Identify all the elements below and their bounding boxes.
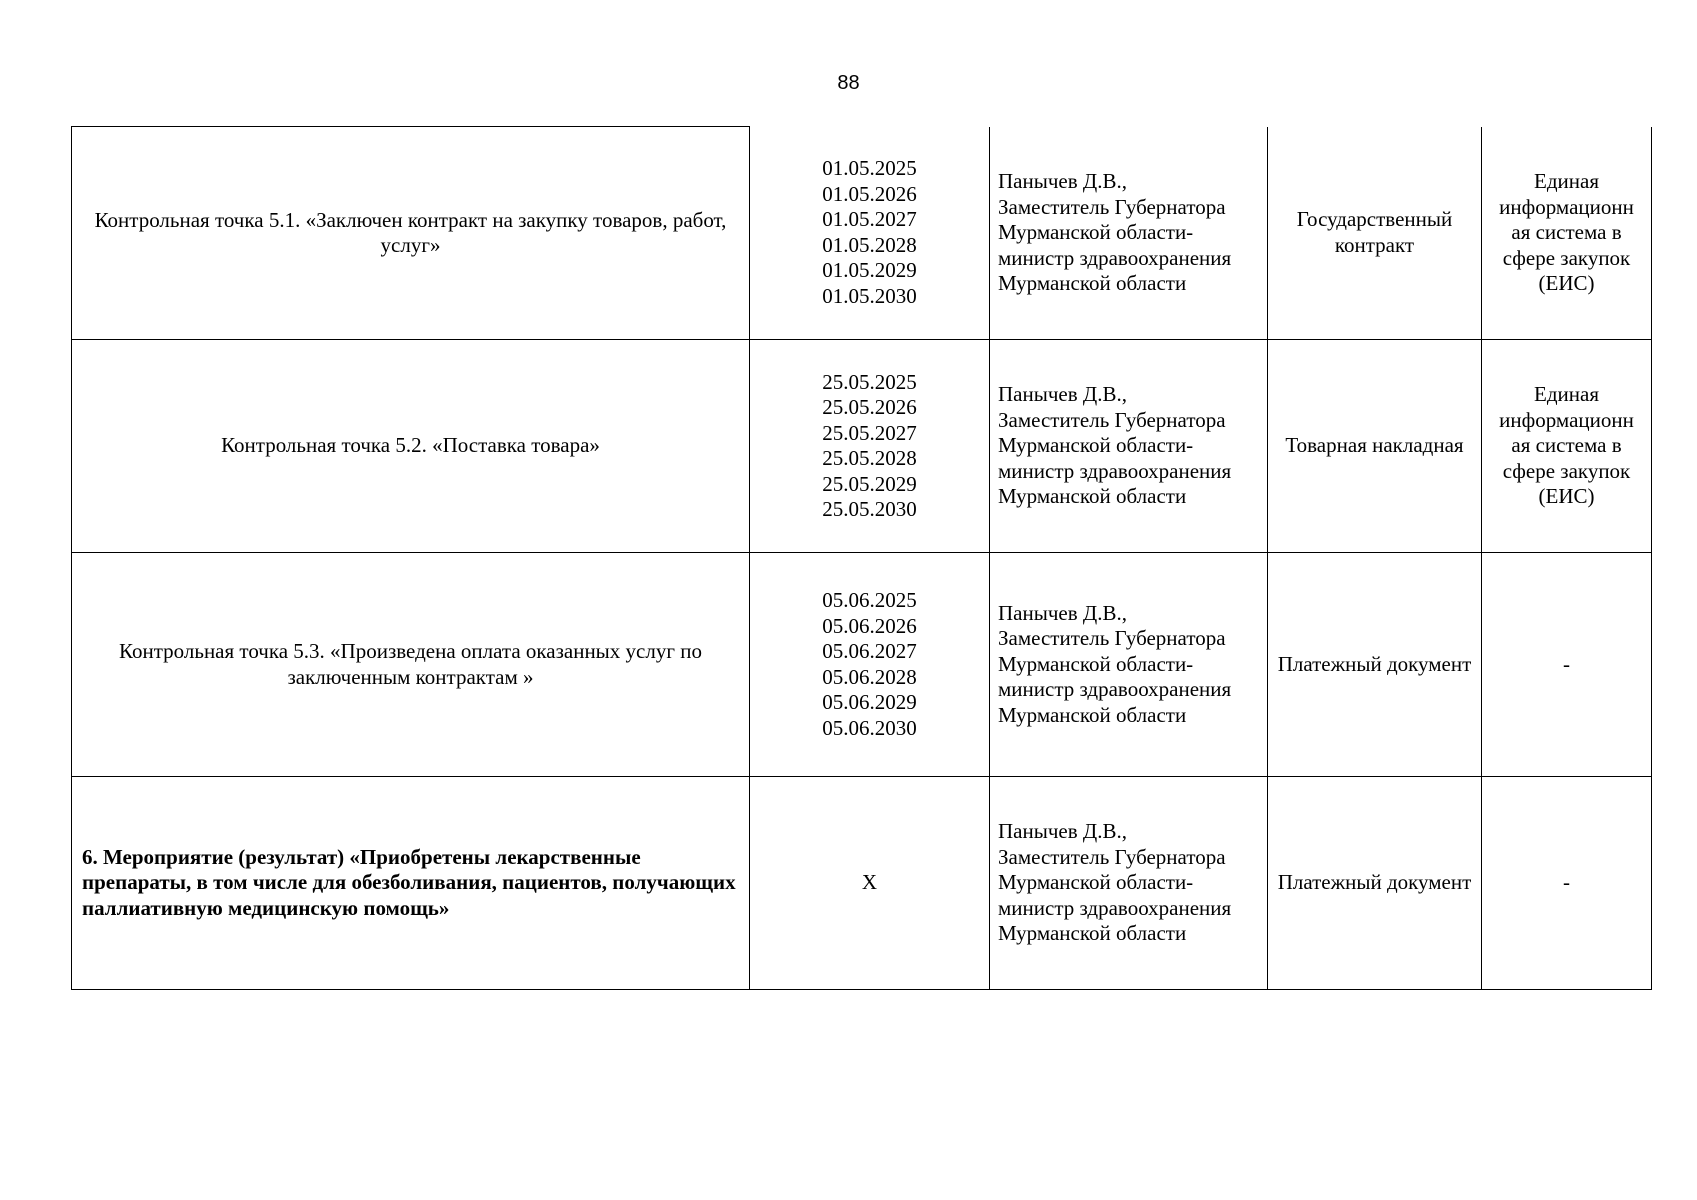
responsible-line: министр здравоохранения [998, 895, 1232, 920]
control-points-table [71, 126, 1652, 990]
date-value: 25.05.2028 [822, 446, 917, 470]
date-value: 25.05.2025 [822, 369, 917, 394]
responsible-line: Заместитель Губернатора [998, 626, 1226, 651]
responsible-line: Панычев Д.В., [998, 600, 1127, 625]
date-value: 01.05.2026 [822, 181, 917, 206]
confirming-document: Платежный документ [1268, 553, 1482, 777]
responsible-person [990, 553, 1268, 777]
information-system: Единая информационн ая система в сфере закупок (ЕИС) [1482, 127, 1652, 340]
deadline-dates [750, 127, 990, 340]
responsible-line: министр здравоохранения [998, 458, 1232, 483]
table-row [72, 553, 1652, 777]
responsible-line: Заместитель Губернатора [998, 844, 1226, 869]
control-point-name: Контрольная точка 5.3. «Произведена оплата оказанных услуг по заключенным контрактам » [72, 553, 750, 777]
date-value: 25.05.2027 [822, 420, 917, 445]
information-system: Единая информационн ая система в сфере закупок (ЕИС) [1482, 340, 1652, 553]
confirming-document: Товарная накладная [1268, 340, 1482, 553]
confirming-document: Государственный контракт [1268, 127, 1482, 340]
date-value: 25.05.2029 [822, 471, 917, 496]
deadline-dates [750, 553, 990, 777]
responsible-line: Заместитель Губернатора [998, 407, 1226, 432]
responsible-line: Мурманской области [998, 271, 1187, 295]
deadline-dates [750, 340, 990, 553]
responsible-line: Панычев Д.В., [998, 382, 1127, 407]
date-value: 05.06.2030 [822, 715, 917, 740]
responsible-person [990, 127, 1268, 340]
responsible-person [990, 340, 1268, 553]
date-value: 05.06.2028 [822, 664, 917, 689]
date-value: 25.05.2030 [822, 497, 917, 521]
activity-result-name: 6. Мероприятие (результат) «Приобретены лекарственные препараты, в том числе для обезболивания, пациентов, получающих паллиативную медицинскую помощь» [72, 777, 750, 990]
control-point-name: Контрольная точка 5.1. «Заключен контракт на закупку товаров, работ, услуг» [72, 127, 750, 340]
table-row [72, 340, 1652, 553]
page-number: 88 [837, 72, 860, 94]
responsible-line: Мурманской области- [998, 651, 1194, 676]
date-value: 01.05.2027 [822, 207, 917, 232]
date-value: 05.06.2025 [822, 588, 917, 612]
responsible-person [990, 777, 1268, 990]
date-value: 05.06.2027 [822, 639, 917, 663]
responsible-line: Мурманской области [998, 921, 1187, 946]
responsible-line: Панычев Д.В., [998, 169, 1127, 193]
responsible-line: министр здравоохранения [998, 245, 1232, 270]
date-value: 01.05.2028 [822, 232, 917, 257]
table-row [72, 777, 1652, 990]
date-value: 01.05.2029 [822, 258, 917, 283]
responsible-line: Мурманской области- [998, 220, 1194, 244]
date-value: 05.06.2026 [822, 613, 917, 638]
responsible-line: Заместитель Губернатора [998, 194, 1226, 219]
responsible-line: Мурманской области- [998, 433, 1194, 458]
information-system: - [1482, 777, 1652, 990]
information-system: - [1482, 553, 1652, 777]
date-value: 25.05.2026 [822, 395, 917, 419]
responsible-line: Мурманской области [998, 702, 1187, 727]
confirming-document: Платежный документ [1268, 777, 1482, 990]
responsible-line: Панычев Д.В., [998, 819, 1127, 844]
table-row [72, 127, 1652, 340]
date-value: 01.05.2030 [822, 283, 917, 308]
responsible-line: министр здравоохранения [998, 677, 1232, 702]
responsible-line: Мурманской области- [998, 870, 1194, 895]
date-value: 05.06.2029 [822, 690, 917, 714]
date-value: X [861, 870, 878, 895]
control-point-name: Контрольная точка 5.2. «Поставка товара» [72, 340, 750, 553]
deadline-dates [750, 777, 990, 990]
date-value: 01.05.2025 [822, 156, 917, 181]
responsible-line: Мурманской области [998, 484, 1187, 509]
